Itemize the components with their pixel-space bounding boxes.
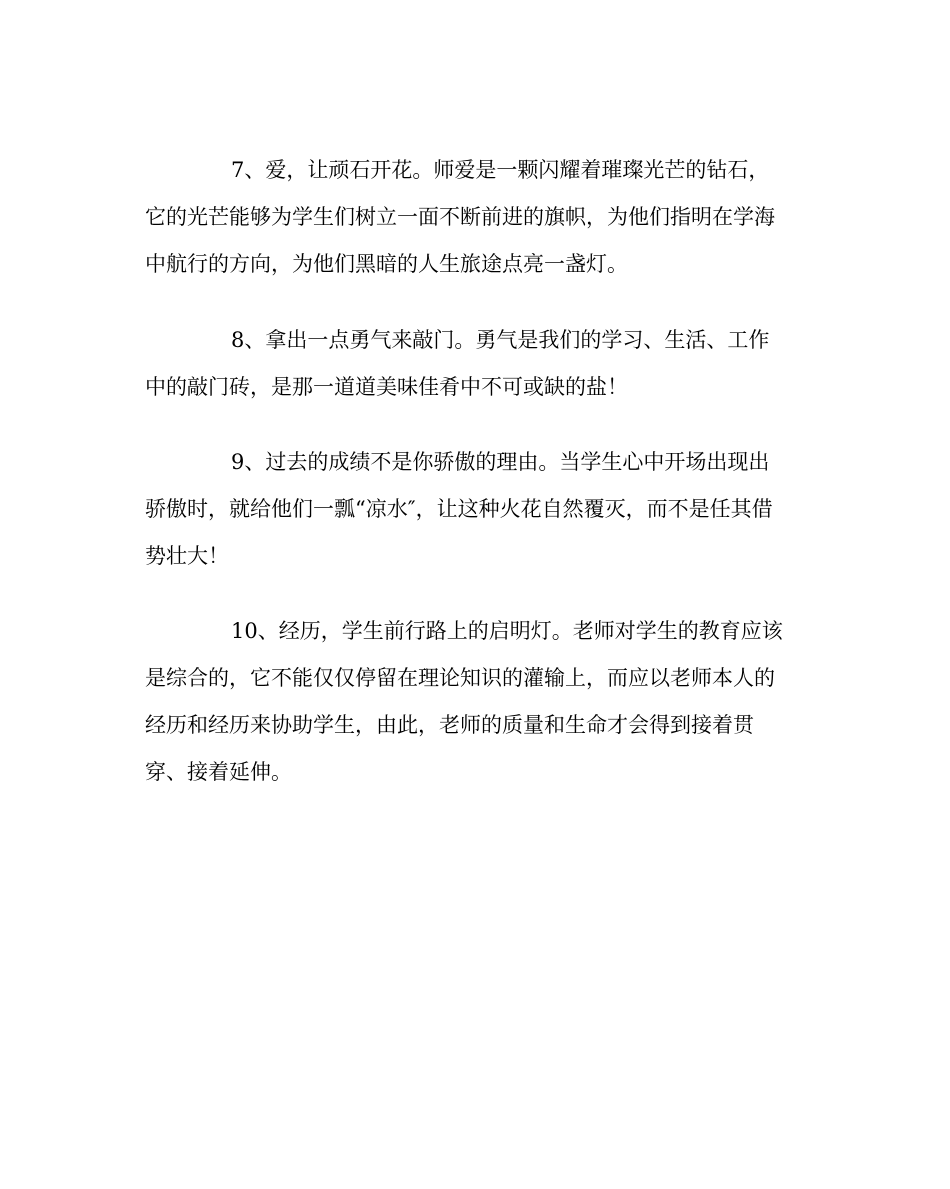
paragraph-line: 7、爱，让顽石开花。师爱是一颗闪耀着璀璨光芒的钻石， [231,158,770,182]
paragraph-line: 它的光芒能够为学生们树立一面不断前进的旗帜，为他们指明在学海 [145,205,775,229]
paragraph-line: 10、经历，学生前行路上的启明灯。老师对学生的教育应该 [231,619,783,643]
paragraph-10 [145,608,815,796]
paragraph-line: 穿、接着延伸。 [145,760,292,784]
paragraph-line: 8、拿出一点勇气来敲门。勇气是我们的学习、生活、工作 [231,328,770,352]
paragraph-line: 经历和经历来协助学生，由此，老师的质量和生命才会得到接着贯 [145,713,754,737]
paragraph-line: 势壮大！ [145,544,229,568]
paragraph-line: 中航行的方向，为他们黑暗的人生旅途点亮一盏灯。 [145,252,628,276]
paragraph-line: 9、过去的成绩不是你骄傲的理由。当学生心中开场出现出 [231,450,770,474]
paragraph-7 [145,147,815,288]
paragraph-9 [145,439,815,580]
paragraph-line: 骄傲时，就给他们一瓢“凉水″，让这种火花自然覆灭，而不是任其借 [145,497,773,521]
paragraph-line: 中的敲门砖，是那一道道美味佳肴中不可或缺的盐！ [145,375,628,399]
paragraph-8 [145,317,815,411]
paragraph-line: 是综合的，它不能仅仅停留在理论知识的灌输上，而应以老师本人的 [145,666,775,690]
